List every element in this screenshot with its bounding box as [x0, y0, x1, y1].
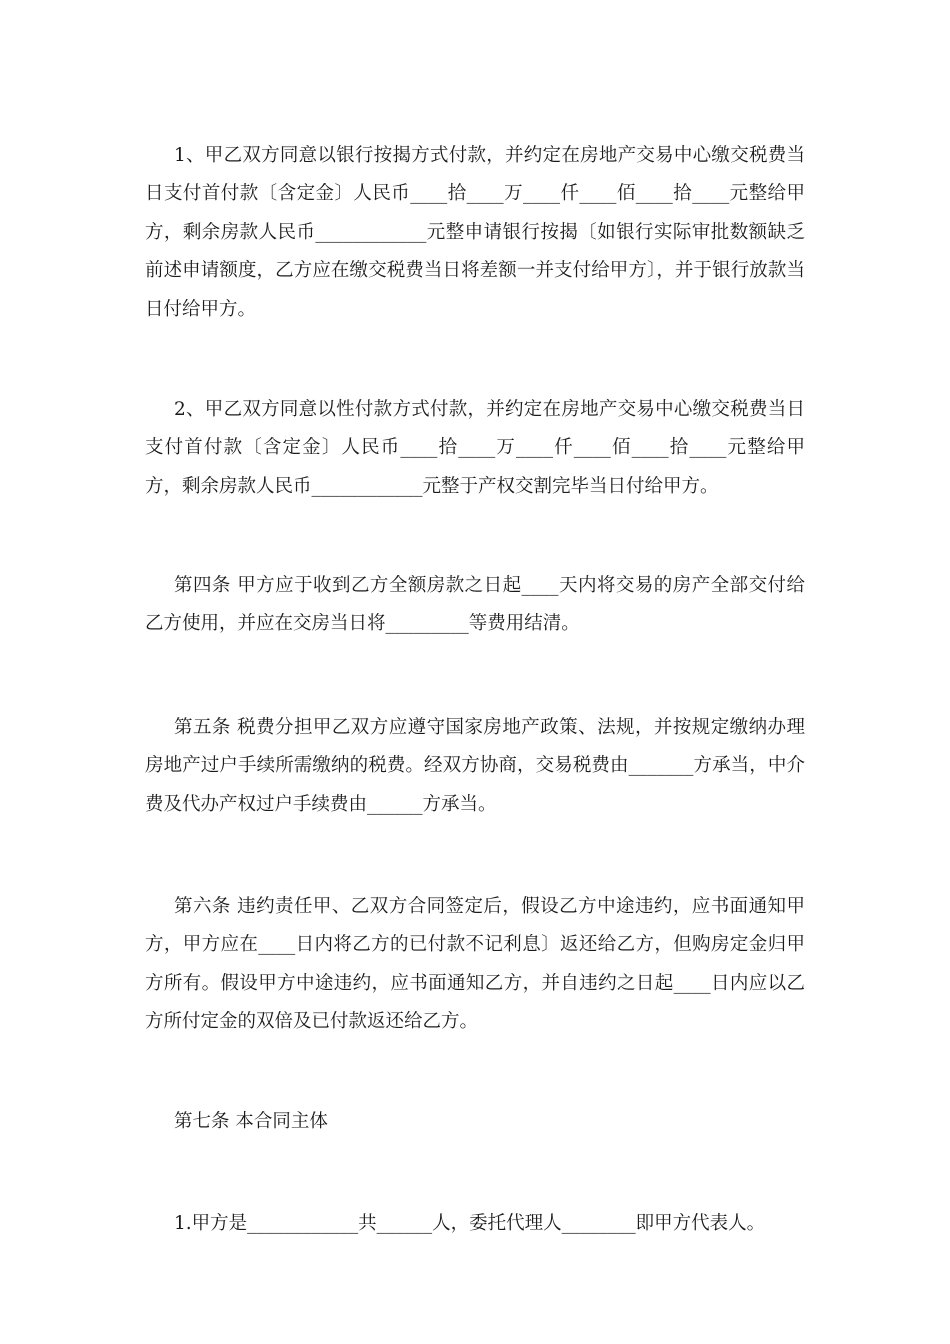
paragraph-article-7-heading: 第七条 本合同主体 [174, 1110, 328, 1132]
paragraph-party-a: 1.甲方是____________共______人，委托代理人________即甲方代表人。 [174, 1212, 766, 1234]
paragraph-article-5: 第五条 税费分担甲乙双方应遵守国家房地产政策、法规，并按规定缴纳办理房地产过户手续所需缴纳的税费。经双方协商，交易税费由_______方承当，中介费及代办产权过户手续费由______方承当。 [145, 716, 805, 815]
paragraph-payment-mortgage: 1、甲乙双方同意以银行按揭方式付款，并约定在房地产交易中心缴交税费当日支付首付款〔含定金〕人民币____拾____万____仟____佰____拾____元整给甲方，剩余房款人民币____________元整申请银行按揭〔如银行实际审批数额缺乏前述申请额度，乙方应在缴交税费当日将差额一并支付给甲方〕，并于银行放款当日付给甲方。 [145, 144, 805, 320]
paragraph-article-6: 第六条 违约责任甲、乙双方合同签定后，假设乙方中途违约，应书面通知甲方，甲方应在____日内将乙方的已付款不记利息〕返还给乙方，但购房定金归甲方所有。假设甲方中途违约，应书面通知乙方，并自违约之日起____日内应以乙方所付定金的双倍及已付款返还给乙方。 [145, 895, 805, 1032]
paragraph-payment-lump-sum: 2、甲乙双方同意以性付款方式付款，并约定在房地产交易中心缴交税费当日支付首付款〔含定金〕人民币____拾____万____仟____佰____拾____元整给甲方，剩余房款人民币____________元整于产权交割完毕当日付给甲方。 [145, 398, 805, 497]
paragraph-article-4: 第四条 甲方应于收到乙方全额房款之日起____天内将交易的房产全部交付给乙方使用，并应在交房当日将_________等费用结清。 [145, 574, 805, 634]
